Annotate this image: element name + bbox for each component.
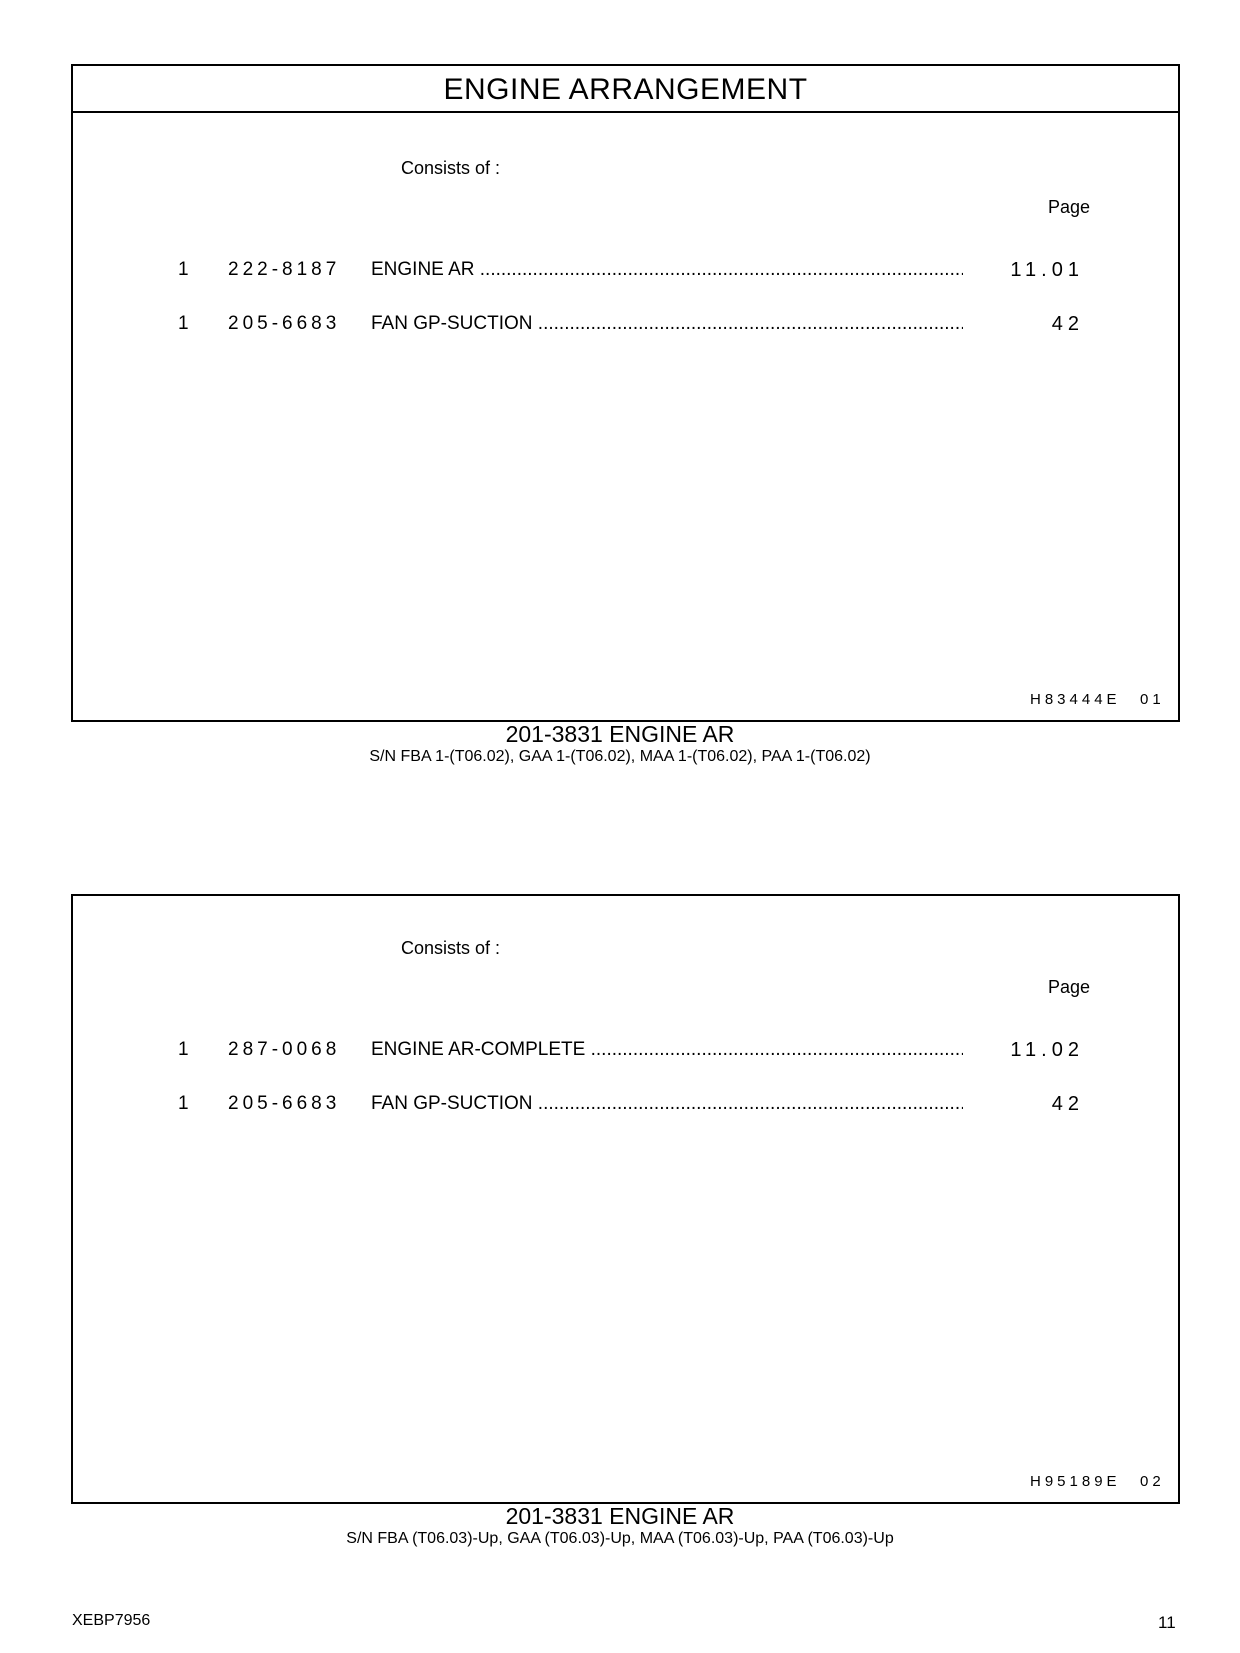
page-reference: 42 (1051, 1093, 1084, 1115)
item-quantity: 1 (178, 1093, 189, 1114)
part-number: 222-8187 (228, 259, 341, 280)
page-number: 11 (1158, 1613, 1176, 1632)
consists-of-label: Consists of : (401, 158, 501, 178)
part-number: 205-6683 (228, 313, 341, 334)
part-description: ENGINE AR ..... (371, 259, 963, 281)
illustration-sequence: 02 (1140, 1473, 1165, 1490)
parts-list-row (73, 1093, 1178, 1123)
page-reference: 42 (1051, 313, 1084, 335)
part-description: FAN GP-SUCTION ..... (371, 1093, 963, 1115)
part-description: FAN GP-SUCTION ..... (371, 313, 963, 335)
item-quantity: 1 (178, 259, 189, 280)
parts-list-row (73, 1039, 1178, 1069)
document-number: XEBP7956 (72, 1612, 151, 1629)
illustration-sequence: 01 (1140, 691, 1165, 708)
page-reference: 11.02 (1010, 1039, 1084, 1061)
parts-list-row (73, 259, 1178, 289)
section-2-frame (71, 894, 1180, 1504)
part-number: 287-0068 (228, 1039, 341, 1060)
consists-of-label: Consists of : (401, 938, 501, 958)
parts-list-row (73, 313, 1178, 343)
page-reference: 11.01 (1010, 259, 1084, 281)
page-column-header: Page (1048, 977, 1091, 997)
serial-number-range: S/N FBA 1-(T06.02), GAA 1-(T06.02), MAA 1-(T06.02), PAA 1-(T06.02) (369, 748, 871, 765)
serial-number-range: S/N FBA (T06.03)-Up, GAA (T06.03)-Up, MAA (T06.03)-Up, PAA (T06.03)-Up (346, 1530, 894, 1547)
section-1-frame (71, 64, 1180, 722)
part-number: 205-6683 (228, 1093, 341, 1114)
part-description: ENGINE AR-COMPLETE ..... (371, 1039, 963, 1061)
section-caption-title: 201-3831 ENGINE AR (505, 1503, 735, 1529)
item-quantity: 1 (178, 1039, 189, 1060)
page-title: ENGINE ARRANGEMENT (73, 66, 1178, 113)
illustration-id: H95189E (1030, 1473, 1121, 1490)
illustration-id: H83444E (1030, 691, 1121, 708)
item-quantity: 1 (178, 313, 189, 334)
page-column-header: Page (1048, 197, 1091, 217)
section-caption-title: 201-3831 ENGINE AR (505, 721, 735, 747)
